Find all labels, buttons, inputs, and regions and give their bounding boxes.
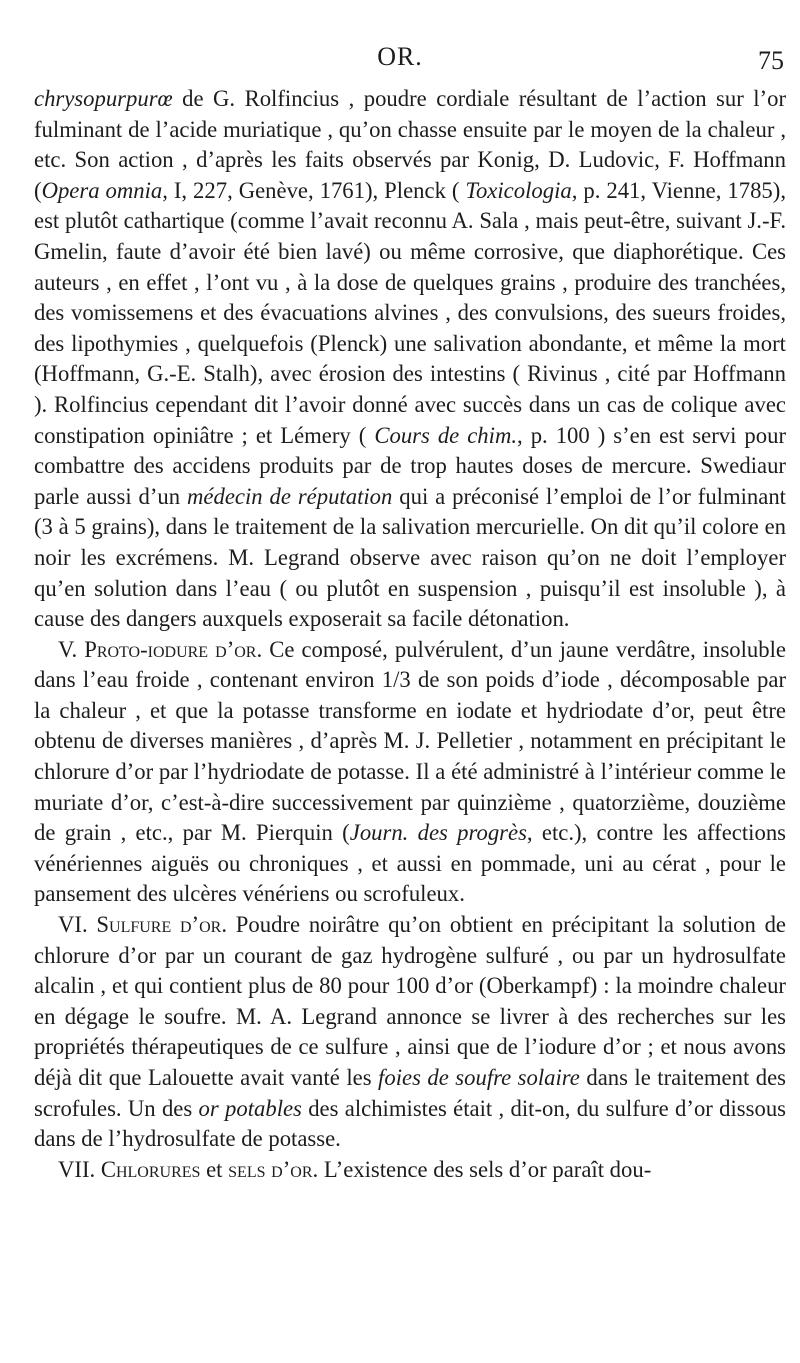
italic-text: médecin de réputation bbox=[187, 483, 393, 509]
italic-text: Opera omnia, bbox=[41, 177, 168, 203]
text-run: L’existence des sels d’or paraît dou- bbox=[318, 1156, 652, 1182]
page-header bbox=[0, 42, 800, 82]
italic-text: Toxicologia bbox=[465, 177, 572, 203]
text-run: et bbox=[200, 1156, 229, 1182]
text-run: V. bbox=[58, 636, 85, 662]
paragraph-or-fulminant bbox=[34, 84, 786, 635]
section-heading: sels d’or. bbox=[228, 1156, 319, 1182]
text-run: dans le traitement des scrofules. Un des bbox=[34, 1065, 787, 1121]
paragraph-chlorures bbox=[34, 1155, 786, 1186]
text-run: , p. 241, Vienne, 1785), est plutôt cathartique (comme l’avait reconnu A. Sala , mais peut-être, suivant J.-F. Gmelin, faute d’avoir été bien lavé) ou même corrosive, que diaphorétique. Ces auteurs , en effet , l’ont vu , à la dose de quelques grains , produire des tranchées, des vomissemens et des évacuations alvines , des convulsions, des sueurs froides, des lipothymies , quelquefois (Plenck) une salivation abondante, et même la mort (Hoffmann, G.-E. Stalh), avec érosion des intestins ( Rivinus , cité par Hoffmann ). Rolfincius cependant dit l’avoir donné avec succès dans un cas de colique avec constipation opiniâtre ; et Lémery ( bbox=[34, 177, 786, 448]
text-run: , etc.), contre les affections vénériennes aiguës ou chroniques , et aussi en pommade, uni au cérat , pour le pansement des ulcères vénériens ou scrofuleux. bbox=[34, 820, 787, 907]
text-run: des alchimistes était , dit-on, du sulfure d’or dissous dans de l’hydrosulfate de potasse. bbox=[34, 1095, 786, 1152]
page-number: 75 bbox=[758, 46, 784, 75]
section-heading: Proto-iodure d’or. bbox=[84, 636, 263, 662]
text-run: Poudre noirâtre qu’on obtient en précipitant la solution de chlorure d’or par un courant de gaz hydrogène sulfuré , ou par un hydrosulfate alcalin , et qui contient plus de 80 pour 100 d’or (Oberkampf) : la moindre chaleur en dégage le soufre. M. A. Legrand annonce se livrer à des recherches sur les propriétés thérapeutiques de ce sulfure , ainsi que de l’iodure d’or ; et nous avons déjà dit que Lalouette avait vanté les bbox=[34, 912, 786, 1090]
italic-text: Cours de chim. bbox=[374, 422, 518, 448]
paragraph-sulfure bbox=[34, 910, 786, 1155]
text-run: I, 227, Genève, 1761), Plenck ( bbox=[167, 177, 466, 203]
text-run: Ce composé, pulvérulent, d’un jaune verdâtre, insoluble dans l’eau froide , contenant environ 1/3 de son poids d’iode , décomposable par la chaleur , et que la potasse transforme en iodate et hydriodate d’or, peut être obtenu de diverses manières , d’après M. J. Pelletier , notamment en précipitant le chlorure d’or par l’hydriodate de potasse. Il a été administré à l’intérieur comme le muriate d’or, c’est-à-dire successivement par quinzième , quatorzième, douzième de grain , etc., par M. Pierquin ( bbox=[34, 636, 786, 846]
text-run: VI. bbox=[58, 912, 97, 938]
text-run: , p. 100 ) s’en est servi pour combattre des accidens produits par de trop hautes doses de mercure. Swediaur parle aussi d’un bbox=[34, 422, 786, 509]
text-run: qui a préconisé l’emploi de l’or fulminant (3 à 5 grains), dans le traitement de la salivation mercurielle. On dit qu’il colore en noir les excrémens. M. Legrand observe avec raison qu’on ne doit l’employer qu’en solution dans l’eau ( ou plutôt en suspension , puisqu’il est insoluble ), à cause des dangers auxquels exposerait sa facile détonation. bbox=[34, 483, 786, 632]
italic-text: chrysopurpurœ bbox=[34, 86, 173, 111]
running-head: OR. bbox=[377, 42, 423, 71]
text-run: VII. bbox=[58, 1156, 101, 1182]
italic-text: Journ. des progrès bbox=[349, 820, 527, 846]
italic-text: or potables bbox=[198, 1095, 302, 1121]
paragraph-proto-iodure bbox=[34, 635, 786, 910]
text-run: de G. Rolfincius , poudre cordiale résultant de l’action sur l’or fulminant de l’acide muriatique , qu’on chasse ensuite par le moyen de la chaleur , etc. Son action , d’après les faits observés par Konig, D. Ludovic, F. Hoffmann ( bbox=[34, 86, 786, 203]
body-text bbox=[34, 84, 786, 1185]
italic-text: foies de soufre solaire bbox=[378, 1065, 580, 1090]
section-heading: Chlorures bbox=[100, 1156, 201, 1182]
section-heading: Sulfure d’or. bbox=[96, 912, 228, 938]
